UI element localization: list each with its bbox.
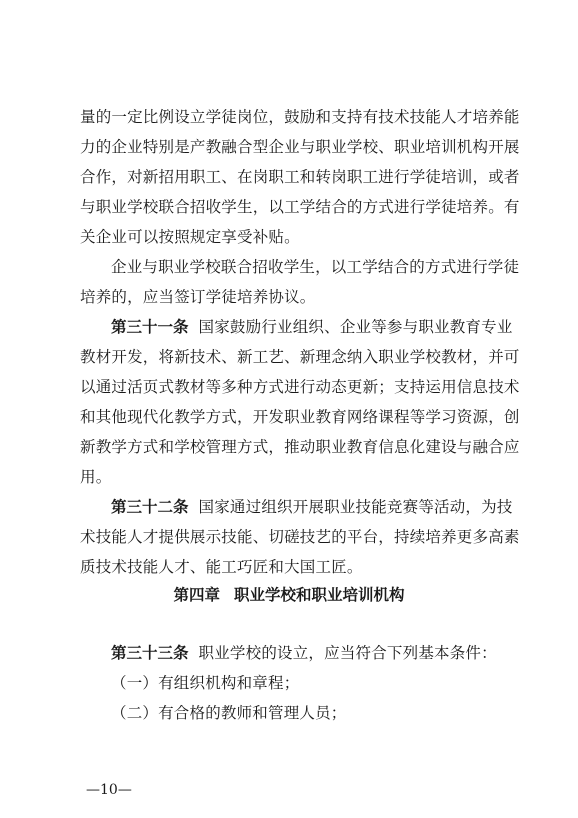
article-31-text-start: 国家鼓励行业组织、企业等参与职业教育专业 <box>198 318 513 336</box>
article-32-line-3: 质技术技能人才、能工巧匠和大国工匠。 <box>80 558 363 576</box>
article-33-text-start: 职业学校的设立，应当符合下列基本条件： <box>198 644 497 662</box>
paragraph-2-line-2: 培养的，应当签订学徒培养协议。 <box>80 288 316 306</box>
paragraph-1-line-3: 合作，对新招用职工、在岗职工和转岗职工进行学徒培训，或者 <box>80 168 520 186</box>
article-32-text-start: 国家通过组织开展职业技能竞赛等活动，为技 <box>198 498 513 516</box>
chapter-number: 第四章 <box>173 586 220 604</box>
article-32-line-2: 术技能人才提供展示技能、切磋技艺的平台，持续培养更多高素 <box>80 528 520 546</box>
article-31-line-3: 以通过活页式教材等多种方式进行动态更新；支持运用信息技术 <box>80 378 520 396</box>
article-33-item-1: （一）有组织机构和章程； <box>111 674 300 692</box>
paragraph-2-line-1: 企业与职业学校联合招收学生，以工学结合的方式进行学徒 <box>111 258 520 276</box>
article-31-line-6: 用。 <box>80 468 112 486</box>
article-32-first-line <box>111 496 513 518</box>
chapter-title: 职业学校和职业培训机构 <box>234 586 405 604</box>
article-33-first-line <box>111 642 510 664</box>
article-31-line-2: 教材开发，将新技术、新工艺、新理念纳入职业学校教材，并可 <box>80 348 520 366</box>
article-31-line-4: 和其他现代化教学方式，开发职业教育网络课程等学习资源，创 <box>80 408 520 426</box>
article-31-line-5: 新教学方式和学校管理方式，推动职业教育信息化建设与融合应 <box>80 438 520 456</box>
page-number: —10— <box>86 782 132 798</box>
paragraph-1-line-2: 力的企业特别是产教融合型企业与职业学校、职业培训机构开展 <box>80 138 520 156</box>
paragraph-1-line-5: 关企业可以按照规定享受补贴。 <box>80 228 300 246</box>
article-31-first-line <box>111 316 513 338</box>
chapter-heading <box>0 584 578 606</box>
article-33-heading: 第三十三条 <box>111 644 189 662</box>
paragraph-1-line-1: 量的一定比例设立学徒岗位，鼓励和支持有技术技能人才培养能 <box>80 108 520 126</box>
article-32-heading: 第三十二条 <box>111 498 189 516</box>
article-33-item-2: （二）有合格的教师和管理人员； <box>111 704 347 722</box>
article-31-heading: 第三十一条 <box>111 318 189 336</box>
paragraph-1-line-4: 与职业学校联合招收学生，以工学结合的方式进行学徒培养。有 <box>80 198 520 216</box>
